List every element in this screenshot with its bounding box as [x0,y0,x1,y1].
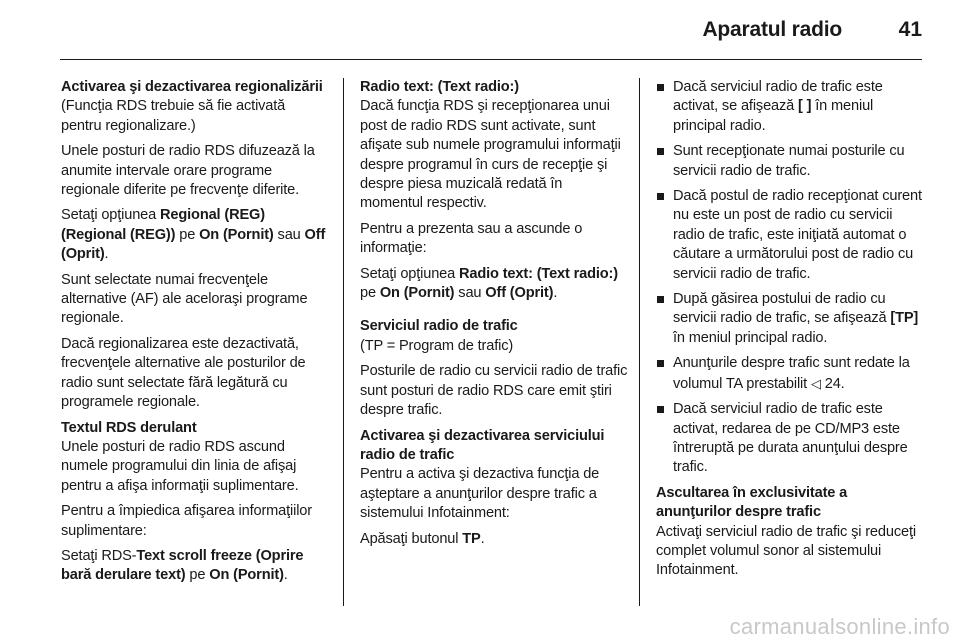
option-on: On (Pornit) [209,567,284,584]
section-heading-traffic-toggle: Activarea şi dezactivarea serviciului radio de trafic [360,427,605,463]
list-item: Dacă serviciul radio de trafic este activat, se afişează [ ] în meniul principal radio. [656,78,924,136]
list-item: Dacă postul de radio recepţionat curent nu este un post de radio cu servicii radio de trafic, este iniţiată automat o căutare a următorului post de radio cu servicii radio de trafic. [656,187,924,284]
option-radio-text: Radio text: (Text radio:) [459,265,618,282]
option-on: On (Pornit) [379,285,455,302]
list-item: Anunţurile despre trafic sunt redate la volumul TA prestabilit ◁ 24. [656,354,924,394]
page-title: Aparatul radio [702,18,842,41]
option-on: On (Pornit) [199,226,274,243]
bullet-square-icon [657,148,664,155]
watermark: carmanualsonline.info [729,614,950,639]
bullet-square-icon [657,296,664,303]
list-item: Dacă serviciul radio de trafic este activat, redarea de pe CD/MP3 este întreruptă pe durata anunţului despre trafic. [656,400,924,478]
paragraph-press-tp: Apăsaţi butonul TP. [360,530,485,547]
paragraph-setting-scroll: Setaţi RDS-Text scroll freeze (Oprire bară derulare text) pe On (Pornit). [61,547,304,584]
paragraph: (TP = Program de trafic) [360,337,514,354]
bullet-square-icon [657,360,664,367]
page-reference-icon: ◁ [810,375,821,391]
option-off: Off (Oprit) [485,285,554,302]
option-off: Off (Oprit) [61,226,326,263]
paragraph: Posturile de radio cu servicii radio de trafic sunt posturi de radio RDS care emit ştiri despre trafic. [360,363,628,419]
page-header [0,0,960,58]
paragraph: Pentru a prezenta sau a ascunde o informaţie: [360,220,583,257]
column-divider-1 [343,78,344,606]
paragraph: Sunt selectate numai frecvenţele alternative (AF) ale aceloraşi programe regionale. [61,271,308,327]
section-heading-exclusive-traffic: Ascultarea în exclusivitate a anunţurilor despre trafic [656,484,848,521]
column-divider-2 [639,78,640,606]
bullet-square-icon [657,84,664,91]
section-heading-radio-text: Radio text: (Text radio:) [360,79,519,95]
bullet-square-icon [657,193,664,200]
column-3 [656,78,924,587]
option-text-scroll-freeze: Text scroll freeze (Oprire bară derulare text) [61,547,304,584]
traffic-bullet-list [656,78,924,478]
paragraph: Unele posturi de radio RDS ascund numele programului din linia de afişaj pentru a afişa informaţii suplimentare. [61,438,299,494]
traffic-indicator: [ ] [798,98,812,115]
list-item: După găsirea postului de radio cu servicii radio de trafic, se afişează [TP] în meniul principal radio. [656,290,924,348]
page-number: 41 [898,18,922,41]
bullet-square-icon [657,406,664,413]
list-item: Sunt recepţionate numai posturile cu servicii radio de trafic. [656,142,924,181]
paragraph: Pentru a activa şi dezactiva funcţia de aşteptare a anunţurilor despre trafic a sistemului Infotainment: [360,466,600,522]
paragraph-setting-radio-text: Setaţi opţiunea Radio text: (Text radio:) pe On (Pornit) sau Off (Oprit). [360,265,618,302]
tp-indicator: [TP] [890,310,919,327]
paragraph: Dacă funcţia RDS şi recepţionarea unui post de radio RDS sunt activate, sunt afişate sub numele programului informaţii despre programul în curs de recepţie şi despre piesa muzicală redată în momentul respectiv. [360,98,621,212]
paragraph: Dacă regionalizarea este dezactivată, frecvenţele alternative ale posturilor de radio sunt selectate fără legătură cu programele regionale. [61,335,306,411]
paragraph: Activaţi serviciul radio de trafic şi reduceţi complet volumul sonor al sistemului Infotainment. [656,523,916,579]
paragraph: Pentru a împiedica afişarea informaţiilor suplimentare: [61,503,312,539]
tp-button-label: TP [462,530,481,547]
option-regional: Regional (REG) (Regional (REG)) [61,207,265,243]
paragraph-setting-regional: Setaţi opţiunea Regional (REG) (Regional (REG)) pe On (Pornit) sau Off (Oprit). [61,207,326,263]
column-1 [61,78,329,592]
column-2 [360,78,628,555]
section-heading-traffic-service: Serviciul radio de trafic [360,318,518,335]
section-heading-rds-scroll: Textul RDS derulant [61,419,197,436]
paragraph: (Funcţia RDS trebuie să fie activată pentru regionalizare.) [61,98,286,134]
header-rule [60,59,922,60]
section-heading-regionalization: Activarea şi dezactivarea regionalizării [61,79,323,95]
paragraph: Unele posturi de radio RDS difuzează la anumite intervale orare programe regionale diferite pe frecvenţe diferite. [61,143,315,199]
